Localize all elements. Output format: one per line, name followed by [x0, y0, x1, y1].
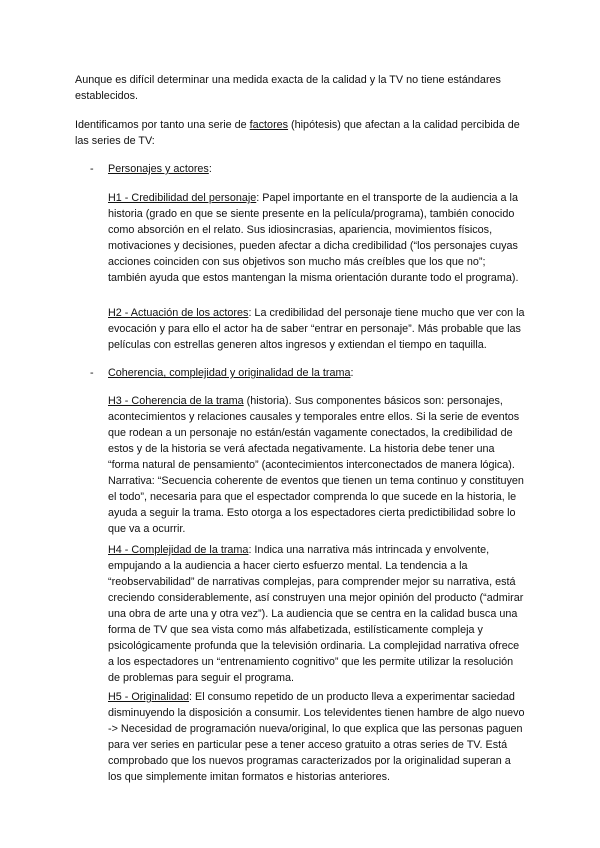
factors-text-before: Identificamos por tanto una serie de	[75, 119, 250, 131]
hypothesis-label: H2 - Actuación de los actores	[108, 307, 249, 319]
intro-paragraph	[75, 72, 525, 104]
hypothesis-h4	[108, 542, 526, 686]
hypothesis-text: : El consumo repetido de un producto lleva a experimentar saciedad disminuyendo la disposición a consumir. Los televidentes tienen hambre de algo nuevo -> Necesidad de programación nueva/original, lo que explica que las personas paguen para ver series en particular pese a tener acceso gratuito a otras series de TV. Está comprobado que los nuevos programas caracterizados por la originalidad superan a los que simplemente imitan formatos e historias anteriores.	[108, 691, 525, 783]
factors-text-after: (hipótesis) que afectan a la calidad percibida de las series de TV:	[75, 119, 520, 147]
bullet-dash: -	[90, 367, 94, 379]
hypothesis-h3	[108, 393, 526, 537]
hypothesis-text: : La credibilidad del personaje tiene mucho que ver con la evocación y para ello el actor ha de saber “entrar en personaje”. Más probable que las películas con estrellas generen altos ingresos y extiendan el tiempo en taquilla.	[108, 307, 525, 351]
section-title: Coherencia, complejidad y originalidad de la trama	[108, 367, 351, 379]
section-heading-coherencia	[90, 365, 530, 381]
hypothesis-text: : Papel importante en el transporte de la audiencia a la historia (grado en que se siente presente en la película/programa), también conocido como absorción en el relato. Sus idiosincrasias, apariencia, movimientos físicos, motivaciones y decisiones, pueden afectar a dicha credibilidad (“los personajes cuyas acciones coinciden con sus objetivos son mucho más creíbles que los que no”; también ayuda que estos mantengan la misma orientación durante todo el programa).	[108, 192, 519, 284]
section-heading-personajes	[90, 161, 530, 177]
section-title-suffix: :	[350, 367, 354, 379]
hypothesis-h1	[108, 190, 526, 286]
hypothesis-h2	[108, 305, 526, 353]
hypothesis-label: H3 - Coherencia de la trama	[108, 395, 244, 407]
hypothesis-h5	[108, 689, 526, 785]
hypothesis-label: H5 - Originalidad	[108, 691, 190, 703]
factors-underlined-word: factores	[249, 119, 289, 131]
hypothesis-text: : Indica una narrativa más intrincada y envolvente, empujando a la audiencia a hacer cierto esfuerzo mental. La tendencia a la “reobservabilidad” de narrativas complejas, para comprender mejor su narrativa, está creciendo considerablemente, así construyen una mejor opinión del producto (“admirar una obra de arte una y otra vez”). La audiencia que se centra en la calidad busca una forma de TV que sea vista como más alfabetizada, estilísticamente compleja y psicológicamente profunda que la televisión ordinaria. La complejidad narrativa ofrece a los espectadores un “entrenamiento cognitivo” que les permite utilizar la resolución de problemas para seguir el programa.	[108, 544, 524, 684]
hypothesis-label: H1 - Credibilidad del personaje	[108, 192, 257, 204]
factors-paragraph	[75, 117, 525, 149]
section-title: Personajes y actores	[108, 163, 209, 175]
hypothesis-text: (historia). Sus componentes básicos son: personajes, acontecimientos y relaciones causales y temporales entre ellos. Si la serie de eventos que rodean a un personaje no están/están vagamente conectados, la credibilidad de estos y de la historia se verá afectada negativamente. La historia debe tener una “forma natural de pensamiento” (acontecimientos interconectados de manera lógica). Narrativa: “Secuencia coherente de eventos que tienen un tema continuo y constituyen el todo”, necesaria para que el espectador comprenda lo que sucede en la historia, le ayuda a seguir la trama. Esto otorga a los espectadores cierta predictibilidad sobre lo que va a ocurrir.	[108, 395, 524, 535]
hypothesis-label: H4 - Complejidad de la trama	[108, 544, 249, 556]
intro-text: Aunque es difícil determinar una medida exacta de la calidad y la TV no tiene estándares establecidos.	[75, 74, 501, 102]
bullet-dash: -	[90, 163, 94, 175]
section-title-suffix: :	[208, 163, 212, 175]
